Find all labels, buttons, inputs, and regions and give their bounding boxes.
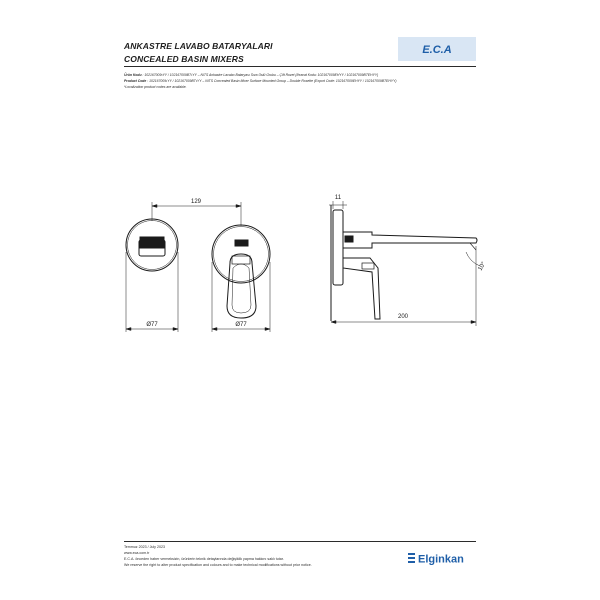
footer-rule bbox=[124, 541, 476, 542]
localization-note: *Localization product codes are available. bbox=[124, 85, 187, 89]
eca-logo-text: E.C.A bbox=[422, 44, 452, 56]
handle-neck bbox=[232, 256, 250, 264]
side-handle-base bbox=[362, 263, 374, 269]
elginkan-text: Elginkan bbox=[418, 553, 464, 565]
dim-d77-right-arrow2 bbox=[265, 328, 270, 331]
dim-d77-left-arrow1 bbox=[126, 328, 131, 331]
dim-d77-left-label: Ø77 bbox=[146, 322, 158, 328]
footer-note-tr: E.C.A. önceden haber vermeksizin, ürünlerin teknik detaylarında değişiklik yapma hakkını saklı tutar. bbox=[124, 557, 284, 561]
title-english: CONCEALED BASIN MIXERS bbox=[124, 54, 244, 64]
spout-tip-detail bbox=[470, 243, 476, 250]
elginkan-logo bbox=[408, 551, 480, 565]
elginkan-mark bbox=[408, 553, 415, 563]
spout bbox=[343, 232, 477, 248]
dim-angle-label: 10° bbox=[477, 261, 488, 272]
urun-kodu-value: : 102167009•YY / 102167009BT•YY – NITS Ankastre Lavabo Bataryası Sıva Üstü Grubu – Çift Rozet (İhracat Kodu: 102167009EHYY / 102167009BTEHYY) bbox=[142, 73, 379, 77]
dim-129-arrow-left bbox=[152, 205, 157, 208]
dim-d77-right-label: Ø77 bbox=[235, 322, 247, 328]
dim-11-label: 11 bbox=[334, 195, 342, 201]
dim-d77-right-arrow1 bbox=[212, 328, 217, 331]
urun-kodu-label: Ürün Kodu bbox=[124, 73, 142, 77]
mixer-handle bbox=[227, 254, 256, 318]
mixer-handle-inner bbox=[232, 264, 251, 313]
product-code-value: : 102167009•YY / 102167009BT•YY – NITS Concealed Basin Mixer Surface Mounted Group – Double Rosette (Export Code: 102167009EHYY / 102167009BTEHYY) bbox=[147, 79, 397, 83]
handle-logo-plate bbox=[235, 240, 248, 246]
footer-date: Temmuz 2023 / July 2023 bbox=[124, 545, 165, 549]
spout-aerator-mark bbox=[345, 236, 353, 242]
dim-129-label: 129 bbox=[190, 199, 202, 205]
dim-angle-arc bbox=[466, 252, 480, 266]
dim-200-arrow-left bbox=[331, 321, 336, 324]
dim-129-arrow-right bbox=[236, 205, 241, 208]
dim-200-label: 200 bbox=[397, 314, 409, 320]
side-wall-plate bbox=[333, 210, 343, 285]
footer-note-en: We reserve the right to alter product specification and colours and to make technical modifications without prior notice. bbox=[124, 563, 312, 567]
title-turkish: ANKASTRE LAVABO BATARYALARI bbox=[124, 41, 273, 51]
side-handle bbox=[343, 258, 380, 319]
dim-200-arrow-right bbox=[471, 321, 476, 324]
dim-d77-left-arrow2 bbox=[173, 328, 178, 331]
footer-website[interactable]: www.eca.com.tr bbox=[124, 551, 150, 555]
left-valve-cap bbox=[140, 237, 164, 248]
product-code-label: Product Code bbox=[124, 79, 147, 83]
